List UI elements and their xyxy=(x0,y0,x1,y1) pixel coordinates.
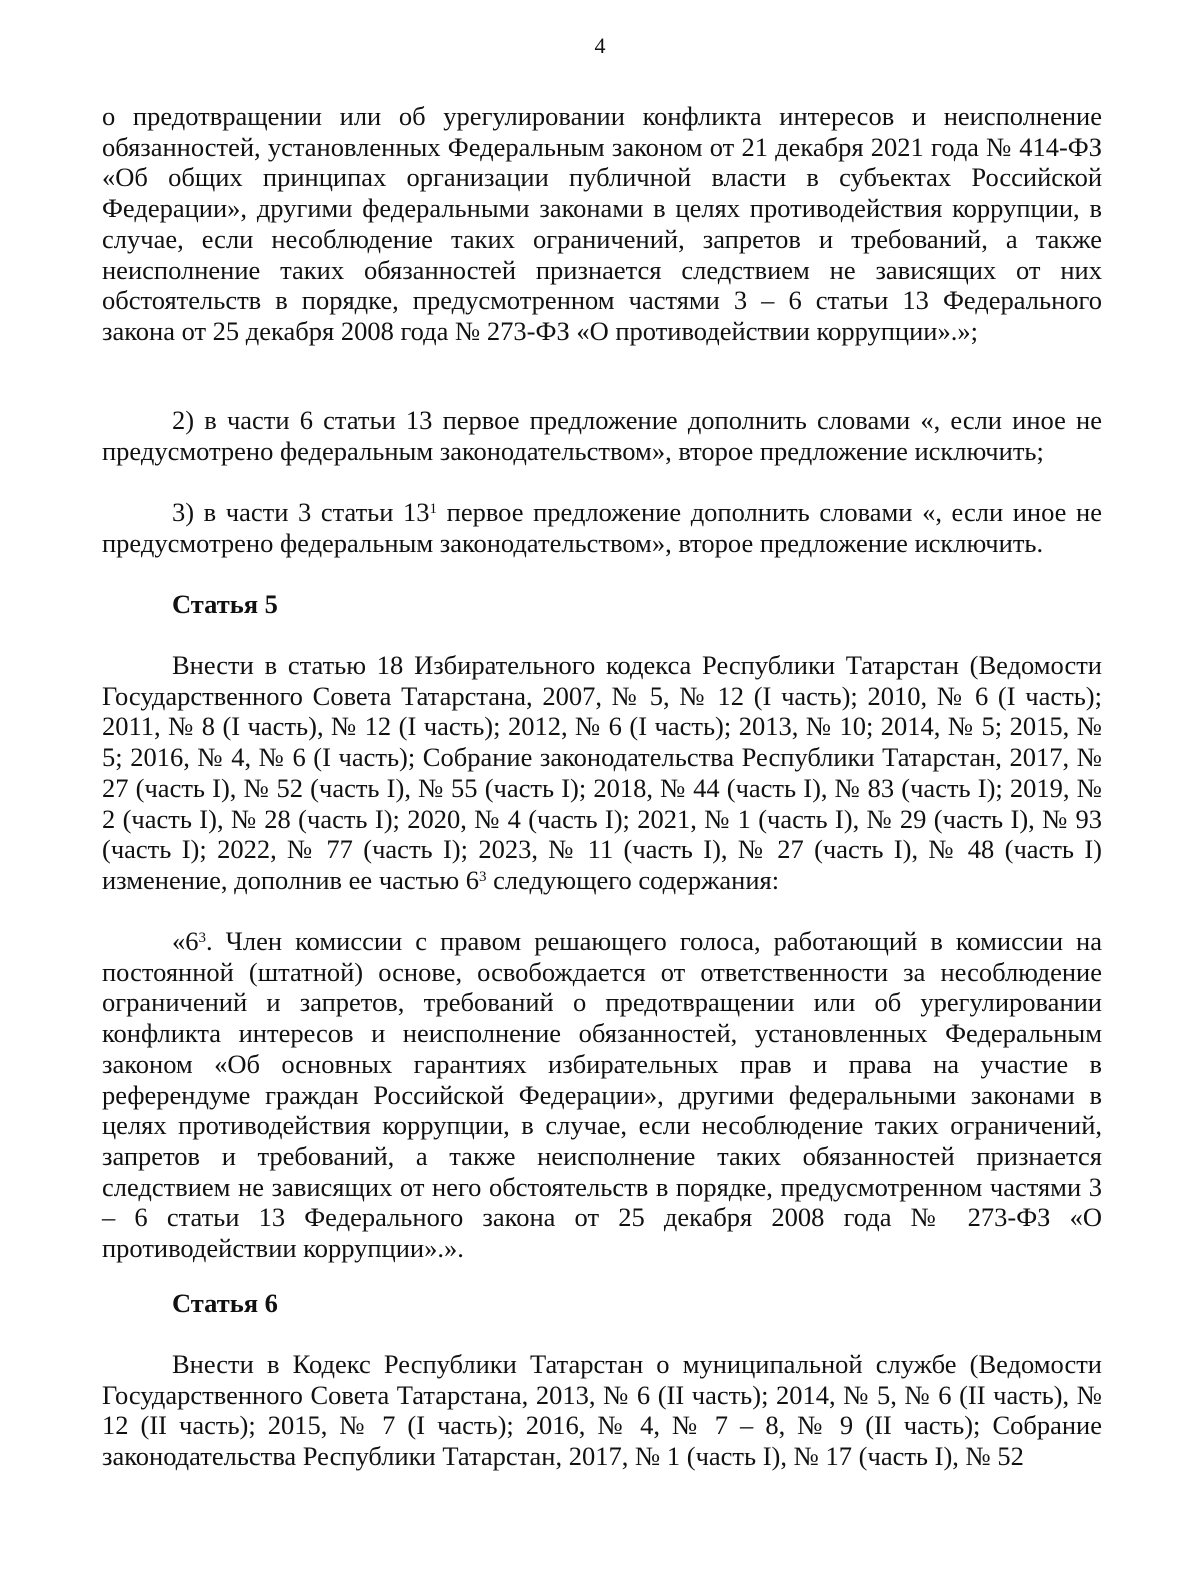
article-5-heading: Статья 5 xyxy=(172,589,278,619)
superscript-3-quoted: 3 xyxy=(198,929,206,946)
paragraph-item-3-text-end: первое предложение дополнить словами «, если иное не предусмотрено федеральным законодательством», второе предложение исключить. xyxy=(102,497,1102,558)
quoted-part-text-start: «6 xyxy=(172,926,199,956)
quoted-part-text-end: . Член комиссии с правом решающего голоса, работающий в комиссии на постоянной (штатной) основе, освобождается от ответственности за несоблюдение ограничений и запретов, требований о предотвращении или об урегулировании конфликта интересов и неисполнение обязанностей, установленных Федеральным законом «Об основных гарантиях избирательных прав и права на участие в референдуме граждан Российской Федерации», другими федеральными законами в целях противодействия коррупции, в случае, если несоблюдение таких ограничений, запретов и требований, а также неисполнение таких обязанностей признается следствием не зависящих от него обстоятельств в порядке, предусмотренном частями 3 – 6 статьи 13 Федерального закона от 25 декабря 2008 года № 273-ФЗ «О противодействии коррупции».». xyxy=(102,926,1102,1264)
article-6-paragraph: Внести в Кодекс Республики Татарстан о муниципальной службе (Ведомости Государственного Совета Татарстана, 2013, № 6 (II часть); 2014, № 5, № 6 (II часть), № 12 (II часть); 2015, № 7 (I часть); 2016, № 4, № 7 – 8, № 9 (II часть); Собрание законодательства Республики Татарстан, 2017, № 1 (часть I), № 17 (часть I), № 52 xyxy=(102,1349,1102,1472)
article-5-text-start: Внести в статью 18 Избирательного кодекса Республики Татарстан (Ведомости Государственного Совета Татарстана, 2007, № 5, № 12 (I часть); 2010, № 6 (I часть); 2011, № 8 (I часть), № 12 (I часть); 2012, № 6 (I часть); 2013, № 10; 2014, № 5; 2015, № 5; 2016, № 4, № 6 (I часть); Собрание законодательства Республики Татарстан, 2017, № 27 (часть I), № 52 (часть I), № 55 (часть I); 2018, № 44 (часть I), № 83 (часть I); 2019, № 2 (часть I), № 28 (часть I); 2020, № 4 (часть I); 2021, № 1 (часть I), № 29 (часть I), № 93 (часть I); 2022, № 77 (часть I); 2023, № 11 (часть I), № 27 (часть I), № 48 (часть I) изменение, дополнив ее частью 6 xyxy=(102,650,1102,895)
article-5-quoted-part xyxy=(102,926,1102,1264)
page-number: 4 xyxy=(594,33,606,58)
paragraph-item-3-text-start: 3) в части 3 статьи 13 xyxy=(172,497,430,527)
paragraph-item-3 xyxy=(102,497,1102,558)
article-6-heading: Статья 6 xyxy=(172,1288,278,1318)
superscript-1: 1 xyxy=(429,500,438,517)
article-5-paragraph xyxy=(102,650,1102,896)
paragraph-item-2: 2) в части 6 статьи 13 первое предложение дополнить словами «, если иное не предусмотрено федеральным законодательством», второе предложение исключить; xyxy=(102,405,1102,466)
article-5-text-end: следующего содержания: xyxy=(486,864,780,895)
paragraph-continuation: о предотвращении или об урегулировании конфликта интересов и неисполнение обязанностей, установленных Федеральным законом от 21 декабря 2021 года № 414-ФЗ «Об общих принципах организации публичной власти в субъектах Российской Федерации», другими федеральными законами в целях противодействия коррупции, в случае, если несоблюдение таких ограничений, запретов и требований, а также неисполнение таких обязанностей признается следствием не зависящих от них обстоятельств в порядке, предусмотренном частями 3 – 6 статьи 13 Федерального закона от 25 декабря 2008 года № 273-ФЗ «О противодействии коррупции».»; xyxy=(102,101,1102,346)
superscript-3: 3 xyxy=(479,868,487,885)
